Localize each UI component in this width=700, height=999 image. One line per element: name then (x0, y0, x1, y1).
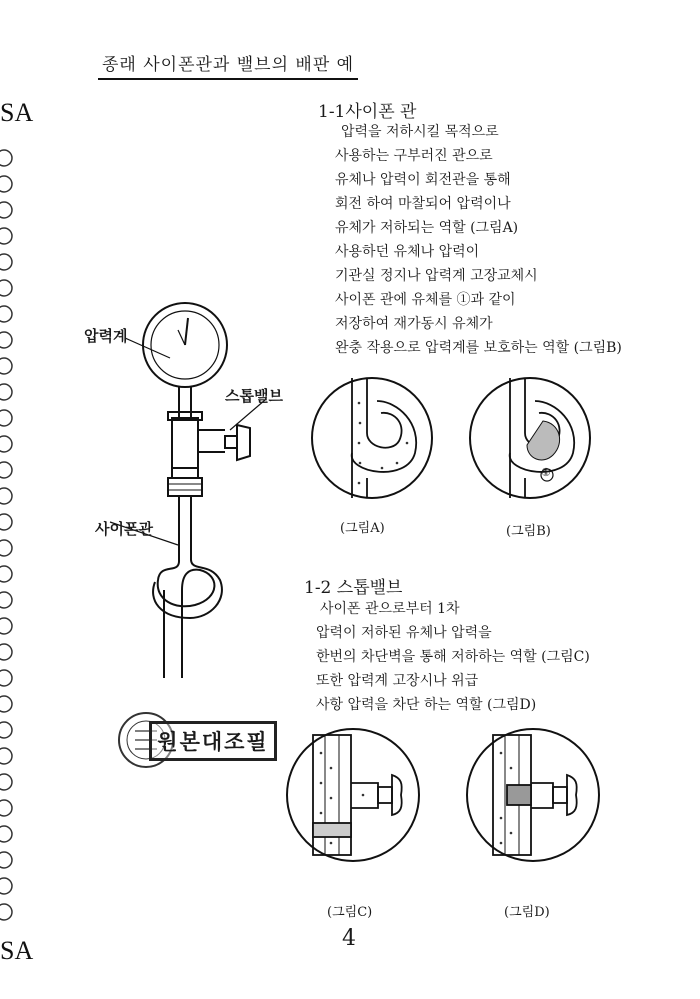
section2-line: 사이폰 관으로부터 1차 (320, 601, 460, 617)
section1-line: 사용하는 구부러진 관으로 (335, 148, 493, 164)
section1-line: 회전 하여 마찰되어 압력이나 (335, 196, 511, 212)
section2-text (316, 597, 590, 717)
figure-c-diagram (283, 723, 428, 868)
section1-line: 저장하여 재가동시 유체가 (335, 316, 493, 332)
section1-line: 유체나 압력이 회전관을 통해 (335, 172, 511, 188)
label-siphon-tube: 사이폰관 (95, 520, 153, 538)
section2-line: 사항 압력을 차단 하는 역할 (그림D) (316, 697, 537, 713)
section2-line: 압력이 저하된 유체나 압력을 (316, 625, 492, 641)
section1-line: 사용하던 유체나 압력이 (335, 244, 480, 260)
figure-b-marker: ① (541, 466, 551, 479)
caption-figure-b: (그림B) (506, 524, 551, 539)
section2-line: 또한 압력계 고장시나 위급 (316, 673, 479, 689)
binder-ring-icons (0, 0, 38, 999)
figure-a-diagram (307, 373, 437, 503)
section1-line: 기관실 정지나 압력계 고장교체시 (335, 268, 538, 284)
section1-line: 압력을 저하시킬 목적으로 (341, 124, 499, 140)
section2-line: 한번의 차단벽을 통해 저하하는 역할 (그림C) (316, 649, 590, 665)
section1-line: 사이폰 관에 유체를 ①과 같이 (335, 292, 516, 308)
caption-figure-a: (그림A) (340, 521, 385, 536)
verification-stamp (113, 707, 277, 773)
edge-mark-top: SA (0, 98, 34, 127)
label-gauge: 압력계 (84, 327, 128, 345)
section1-line: 완충 작용으로 압력계를 보호하는 역할 (그림B) (335, 340, 622, 356)
edge-mark-bottom: SA (0, 936, 34, 965)
figure-d-diagram (463, 723, 608, 868)
caption-figure-d: (그림D) (504, 905, 550, 920)
caption-figure-c: (그림C) (327, 905, 373, 920)
section1-heading: 1-1사이폰 관 (318, 102, 417, 122)
section2-heading: 1-2 스톱밸브 (304, 578, 403, 598)
binder-edge (0, 0, 38, 999)
page-number: 4 (342, 926, 356, 951)
stamp-label: 원본대조필 (149, 721, 277, 761)
label-stop-valve: 스톱밸브 (225, 387, 283, 405)
section1-text (335, 120, 622, 360)
section1-line: 유체가 저하되는 역할 (그림A) (335, 220, 519, 236)
figure-b-diagram (465, 373, 595, 503)
page-title: 종래 사이폰관과 밸브의 배판 예 (98, 50, 358, 80)
